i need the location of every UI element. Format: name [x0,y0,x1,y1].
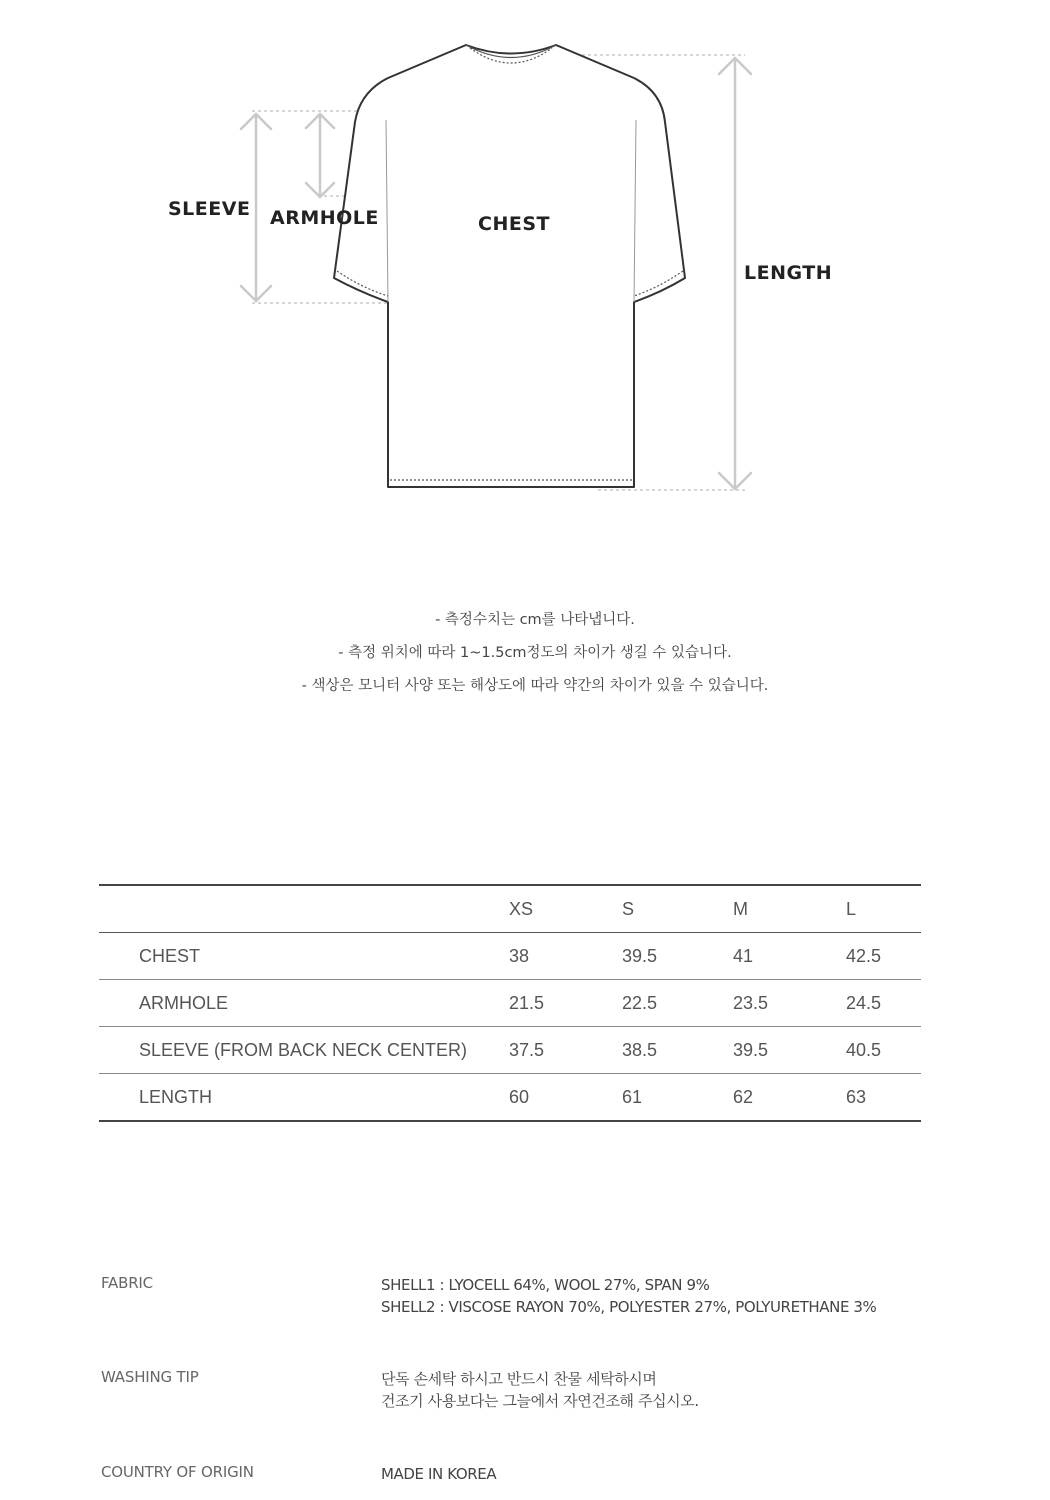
table-row [99,933,921,980]
cell-value: 62 [733,1086,754,1107]
row-label: LENGTH [139,1086,213,1107]
table-row [99,1074,921,1122]
size-table [99,884,921,1122]
cell-value: 38 [509,945,530,966]
origin-line: MADE IN KOREA [381,1465,497,1483]
note-tolerance: - 측정 위치에 따라 1~1.5cm정도의 차이가 생길 수 있습니다. [338,645,732,661]
size-header-row [99,885,921,933]
row-label: CHEST [139,945,201,966]
armhole-arrow [306,114,334,197]
cell-value: 40.5 [846,1039,882,1060]
chest-label: CHEST [470,213,558,235]
cell-value: 42.5 [846,945,882,966]
cell-value: 41 [733,945,754,966]
origin-label: COUNTRY OF ORIGIN [101,1463,254,1481]
armhole-label: ARMHOLE [270,207,379,229]
measurement-notes [0,604,1050,703]
header-m: M [733,898,748,919]
tshirt-diagram [0,0,1050,520]
origin-value [381,1463,496,1485]
note-unit: - 측정수치는 cm를 나타냅니다. [435,612,635,628]
table-row [99,980,921,1027]
size-diagram [0,0,1050,520]
row-label: SLEEVE (FROM BACK NECK CENTER) [139,1039,468,1060]
cell-value: 24.5 [846,992,882,1013]
sleeve-label: SLEEVE [168,198,251,220]
header-xs: XS [509,898,534,919]
washing-line: 건조기 사용보다는 그늘에서 자연건조해 주십시오. [381,1392,699,1410]
table-row [99,1027,921,1074]
header-l: L [846,898,857,919]
header-s: S [622,898,635,919]
cell-value: 63 [846,1086,867,1107]
fabric-value [381,1274,876,1318]
fabric-label: FABRIC [101,1274,153,1292]
washing-line: 단독 손세탁 하시고 반드시 찬물 세탁하시며 [381,1370,657,1388]
length-label: LENGTH [744,262,833,284]
fabric-line: SHELL1 : LYOCELL 64%, WOOL 27%, SPAN 9% [381,1276,710,1294]
header-blank [99,885,509,933]
fabric-line: SHELL2 : VISCOSE RAYON 70%, POLYESTER 27%, POLYURETHANE 3% [381,1298,877,1316]
cell-value: 39.5 [622,945,658,966]
cell-value: 60 [509,1086,530,1107]
cell-value: 37.5 [509,1039,545,1060]
cell-value: 22.5 [622,992,658,1013]
washing-value [381,1368,699,1412]
note-color: - 색상은 모니터 사양 또는 해상도에 따라 약간의 차이가 있을 수 있습니다. [301,678,769,694]
cell-value: 39.5 [733,1039,769,1060]
cell-value: 21.5 [509,992,545,1013]
row-label: ARMHOLE [139,992,229,1013]
tshirt-outline [334,45,685,487]
washing-label: WASHING TIP [101,1368,199,1386]
cell-value: 38.5 [622,1039,658,1060]
cell-value: 23.5 [733,992,769,1013]
cell-value: 61 [622,1086,643,1107]
